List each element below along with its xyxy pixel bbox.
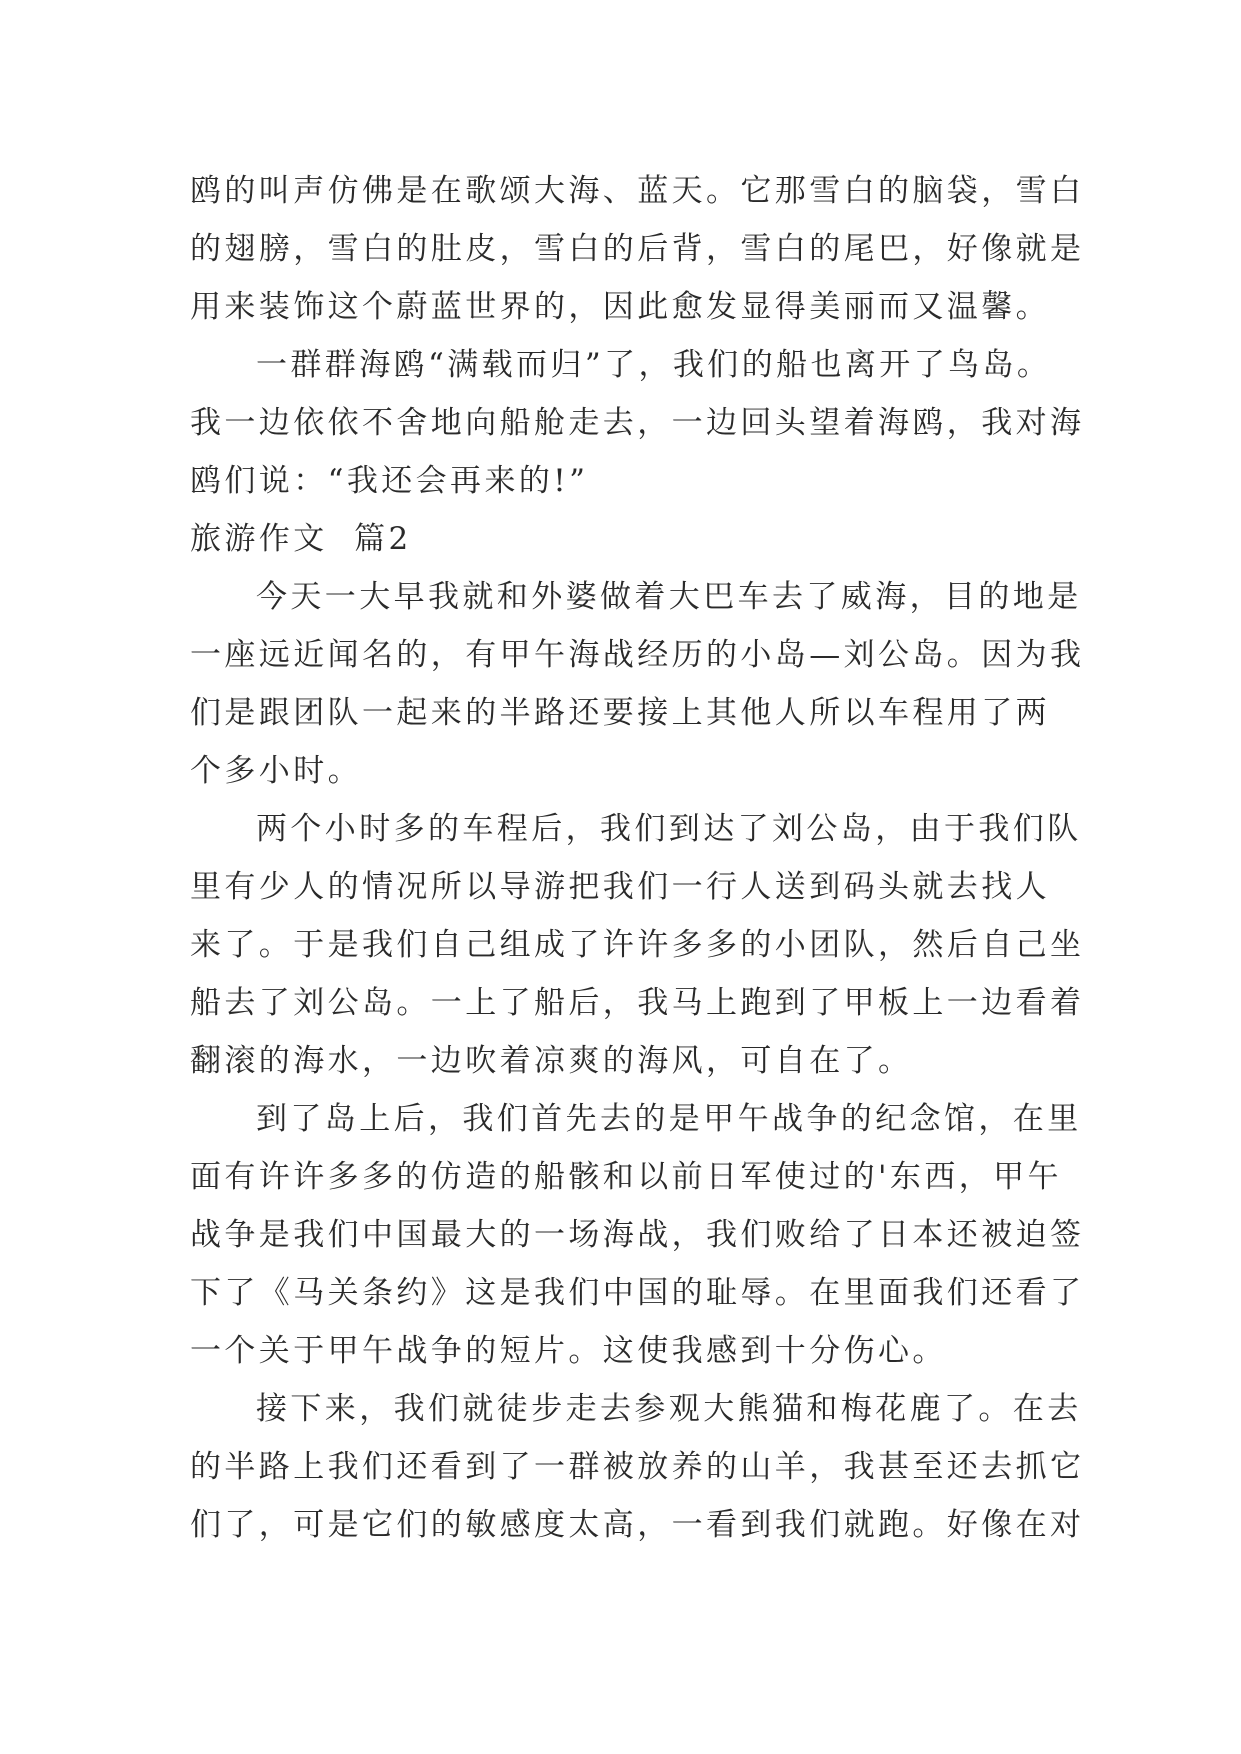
text-line: 面有许许多多的仿造的船骸和以前日军使过的'东西，甲午 xyxy=(190,1159,1062,1195)
text-line: 鸥的叫声仿佛是在歌颂大海、蓝天。它那雪白的脑袋，雪白 xyxy=(190,173,1085,209)
text-line: 个多小时。 xyxy=(190,753,362,789)
section-heading: 旅游作文 篇2 xyxy=(190,521,412,557)
text-line: 用来装饰这个蔚蓝世界的，因此愈发显得美丽而又温馨。 xyxy=(190,289,1050,325)
text-line: 的翅膀，雪白的肚皮，雪白的后背，雪白的尾巴，好像就是 xyxy=(190,231,1085,267)
paragraph-start-line: 今天一大早我就和外婆做着大巴车去了威海，目的地是 xyxy=(256,579,1082,615)
text-line: 一座远近闻名的，有甲午海战经历的小岛—刘公岛。因为我 xyxy=(190,637,1085,673)
text-line: 翻滚的海水，一边吹着凉爽的海风，可自在了。 xyxy=(190,1043,913,1079)
text-line: 我一边依依不舍地向船舱走去，一边回头望着海鸥，我对海 xyxy=(190,405,1085,441)
text-line: 里有少人的情况所以导游把我们一行人送到码头就去找人 xyxy=(190,869,1050,905)
essay-text xyxy=(190,162,1085,1554)
text-line: 们是跟团队一起来的半路还要接上其他人所以车程用了两 xyxy=(190,695,1050,731)
text-line: 们了，可是它们的敏感度太高，一看到我们就跑。好像在对 xyxy=(190,1507,1085,1543)
text-line: 的半路上我们还看到了一群被放养的山羊，我甚至还去抓它 xyxy=(190,1449,1085,1485)
paragraph-start-line: 到了岛上后，我们首先去的是甲午战争的纪念馆，在里 xyxy=(256,1101,1082,1137)
paragraph-start-line: 两个小时多的车程后，我们到达了刘公岛，由于我们队 xyxy=(256,811,1082,847)
text-line: 下了《马关条约》这是我们中国的耻辱。在里面我们还看了 xyxy=(190,1275,1085,1311)
paragraph-start-line: 一群群海鸥“满载而归”了，我们的船也离开了鸟岛。 xyxy=(256,347,1052,383)
text-line: 来了。于是我们自己组成了许许多多的小团队，然后自己坐 xyxy=(190,927,1085,963)
text-line: 鸥们说：“我还会再来的!” xyxy=(190,463,589,499)
paragraph-start-line: 接下来，我们就徒步走去参观大熊猫和梅花鹿了。在去 xyxy=(256,1391,1082,1427)
text-line: 一个关于甲午战争的短片。这使我感到十分伤心。 xyxy=(190,1333,947,1369)
text-line: 战争是我们中国最大的一场海战，我们败给了日本还被迫签 xyxy=(190,1217,1085,1253)
text-line: 船去了刘公岛。一上了船后，我马上跑到了甲板上一边看着 xyxy=(190,985,1085,1021)
